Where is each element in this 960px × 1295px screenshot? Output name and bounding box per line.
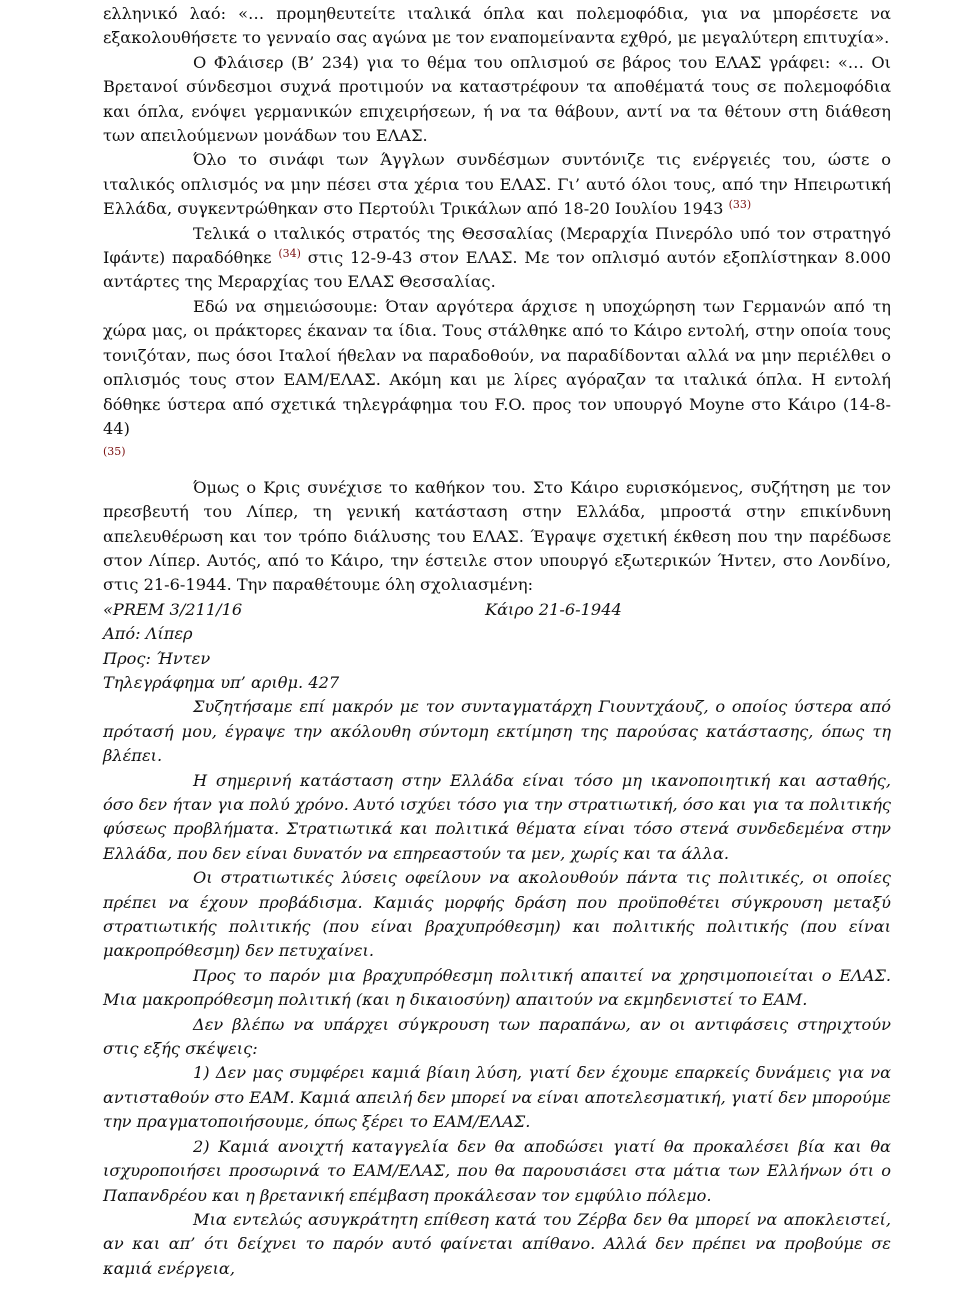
paragraph-fleischer-quote: Ο Φλάισερ (Β’ 234) για το θέμα του οπλισμού σε βάρος του ΕΛΑΣ γράφει: «… Οι Βρετανοί σύνδεσμοι συχνά προτιμούν να καταστρέφουν τα αποθέματά τους σε πολεμοφόδια και όπλα, ενόψει γερμανικών επιχειρήσεων, ή να τα θάβουν, αντί να τα θέτουν στη διάθεση των απειλούμενων μονάδων του ΕΛΑΣ. — [103, 52, 891, 146]
footnote-ref-33[interactable]: (33) — [728, 198, 752, 212]
telegram-paragraph-2: Η σημερινή κατάσταση στην Ελλάδα είναι τόσο μη ικανοποιητική και ασταθής, όσο δεν ήταν για πολύ χρόνο. Αυτό ισχύει τόσο για την στρατιωτική, όσο και για τα πολιτικής φύσεως προβλήματα. Στρατιωτικά και πολιτικά θέματα είναι τόσο στενά συνδεδεμένα στην Ελλάδα, που δεν είναι δυνατόν να επηρεαστούν τα μεν, χωρίς και τα άλλα. — [103, 770, 891, 863]
paragraph-cairo-order-text: Εδώ να σημειώσουμε: Όταν αργότερα άρχισε η υποχώρηση των Γερμανών από τη χώρα μας, οι πράκτορες έκαναν τα ίδια. Τους στάλθηκε από το Κάιρο εντολή, στην οποία τους τονιζόταν, πως όσοι Ιταλοί ήθελαν να παραδοθούν, να παραδίδονται αλλά να μην περιέλθει ο οπλισμός τους στον ΕΑΜ/ΕΛΑΣ. Ακόμη και με λίρες αγόραζαν τα ιταλικά όπλα. Η εντολή δόθηκε ύστερα από σχετικά τηλεγράφημα του F.O. προς τον υπουργό Moyne στο Κάιρο (14-8-44) — [103, 296, 891, 438]
paragraph-british-liaisons — [103, 148, 891, 221]
telegram-place-date: Κάιρο 21-6-1944 — [485, 599, 622, 619]
document-page — [103, 0, 891, 1281]
telegram-list-item-1: 1) Δεν μας συμφέρει καμιά βίαιη λύση, γιατί δεν έχουμε επαρκείς δυνάμεις για να αντισταθούν στο ΕΑΜ. Καμιά απειλή δεν μπορεί να είναι αποτελεσματική, γιατί δεν μπορούμε την πραγματοποιήσουμε, όπως ξέρει το ΕΑΜ/ΕΛΑΣ. — [103, 1063, 891, 1132]
telegram-number: Τηλεγράφημα υπ’ αριθμ. 427 — [103, 672, 340, 692]
telegram-to: Προς: Ήντεν — [103, 648, 211, 668]
telegram-paragraph-1: Συζητήσαμε επί μακρόν με τον συνταγματάρχη Γιουντχάουζ, ο οποίος ύστερα από πρότασή μου, έγραψε την ακόλουθη σύντομη εκτίμηση της παρούσας κατάστασης, όπως τη βλέπει. — [103, 697, 891, 766]
telegram-paragraph-5: Δεν βλέπω να υπάρχει σύγκρουση των παραπάνω, αν οι αντιφάσεις στηριχτούν στις εξής σκέψεις: — [103, 1014, 891, 1059]
footnote-ref-34[interactable]: (34) — [278, 247, 301, 261]
paragraph-chris-report: Όμως ο Κρις συνέχισε το καθήκον του. Στο Κάιρο ευρισκόμενος, συζήτηση με τον πρεσβευτή του Λίπερ, τη γενική κατάσταση στην Ελλάδα, μπροστά στην επικίνδυνη απελευθέρωση και τον τρόπο διάλυσης του ΕΛΑΣ. Έγραψε σχετική έκθεση που την παρέδωσε στον Λίπερ. Αυτός, από το Κάιρο, την έστειλε στον υπουργό εξωτερικών Ήντεν, στο Λονδίνο, στις 21-6-1944. Την παραθέτουμε όλη σχολιασμένη: — [103, 477, 891, 595]
telegram-header — [103, 598, 891, 622]
telegram-ref-code: «PREM 3/211/16 — [103, 599, 243, 619]
paragraph-intro: ελληνικό λαό: «… προμηθευτείτε ιταλικά όπλα και πολεμοφόδια, για να μπορέσετε να εξακολουθήσετε το γενναίο σας αγώνα με τον εναπομείναντα εχθρό, με μεγαλύτερη επιτυχία». — [103, 4, 891, 48]
paragraph-italian-surrender-text-a: Τελικά ο ιταλικός στρατός της Θεσσαλίας (Μεραρχία Πινερόλο υπό τον στρατηγό Ιφάντε) παραδόθηκε — [103, 223, 891, 268]
paragraph-italian-surrender — [103, 222, 891, 295]
telegram-paragraph-4: Προς το παρόν μια βραχυπρόθεσμη πολιτική απαιτεί να χρησιμοποιείται ο ΕΛΑΣ. Μια μακροπρόθεσμη πολιτική (και η δικαιοσύνη) απαιτούν να εκμηδενιστεί το ΕΑΜ. — [103, 965, 891, 1010]
telegram-paragraph-6: Μια εντελώς ασυγκράτητη επίθεση κατά του Ζέρβα δεν θα μπορεί να αποκλειστεί, αν και απ’ ότι δείχνει το παρόν αυτό φαίνεται απίθανο. Αλλά δεν πρέπει να προβούμε σε καμιά ενέργεια, — [103, 1209, 891, 1278]
footnote-ref-35[interactable]: (35) — [103, 445, 126, 459]
paragraph-cairo-order — [103, 295, 891, 466]
paragraph-italian-surrender-text-b: στις 12-9-43 στον ΕΛΑΣ. Με τον οπλισμό αυτόν εξοπλίστηκαν 8.000 αντάρτες της Μεραρχίας του ΕΛΑΣ Θεσσαλίας. — [103, 248, 891, 292]
telegram-paragraph-3: Οι στρατιωτικές λύσεις οφείλουν να ακολουθούν πάντα τις πολιτικές, οι οποίες πρέπει να έχουν προβάδισμα. Καμιάς μορφής δράση που προϋποθέτει σύγκρουση μεταξύ στρατιωτικής πολιτικής (που είναι βραχυπρόθεσμη) και πολιτικής πολιτικής (που είναι μακροπρόθεσμη) δεν πετυχαίνει. — [103, 868, 891, 961]
telegram-from: Από: Λίπερ — [103, 624, 193, 644]
paragraph-british-liaisons-text: Όλο το σινάφι των Άγγλων συνδέσμων συντόνιζε τις ενέργειές του, ώστε ο ιταλικός οπλισμός να μην πέσει στα χέρια του ΕΛΑΣ. Γι’ αυτό όλοι τους, από την Ηπειρωτική Ελλάδα, συγκεντρώθηκαν στο Περτούλι Τρικάλων από 18-20 Ιουλίου 1943 — [103, 150, 891, 219]
telegram-list-item-2: 2) Καμιά ανοιχτή καταγγελία δεν θα αποδώσει γιατί θα προκαλέσει βία και θα ισχυροποιήσει προσωρινά το ΕΑΜ/ΕΛΑΣ, που θα παρουσιάσει στα μάτια των Ελλήνων ότι ο Παπανδρέου και η βρετανική επέμβαση προκάλεσαν τον εμφύλιο πόλεμο. — [103, 1136, 891, 1205]
